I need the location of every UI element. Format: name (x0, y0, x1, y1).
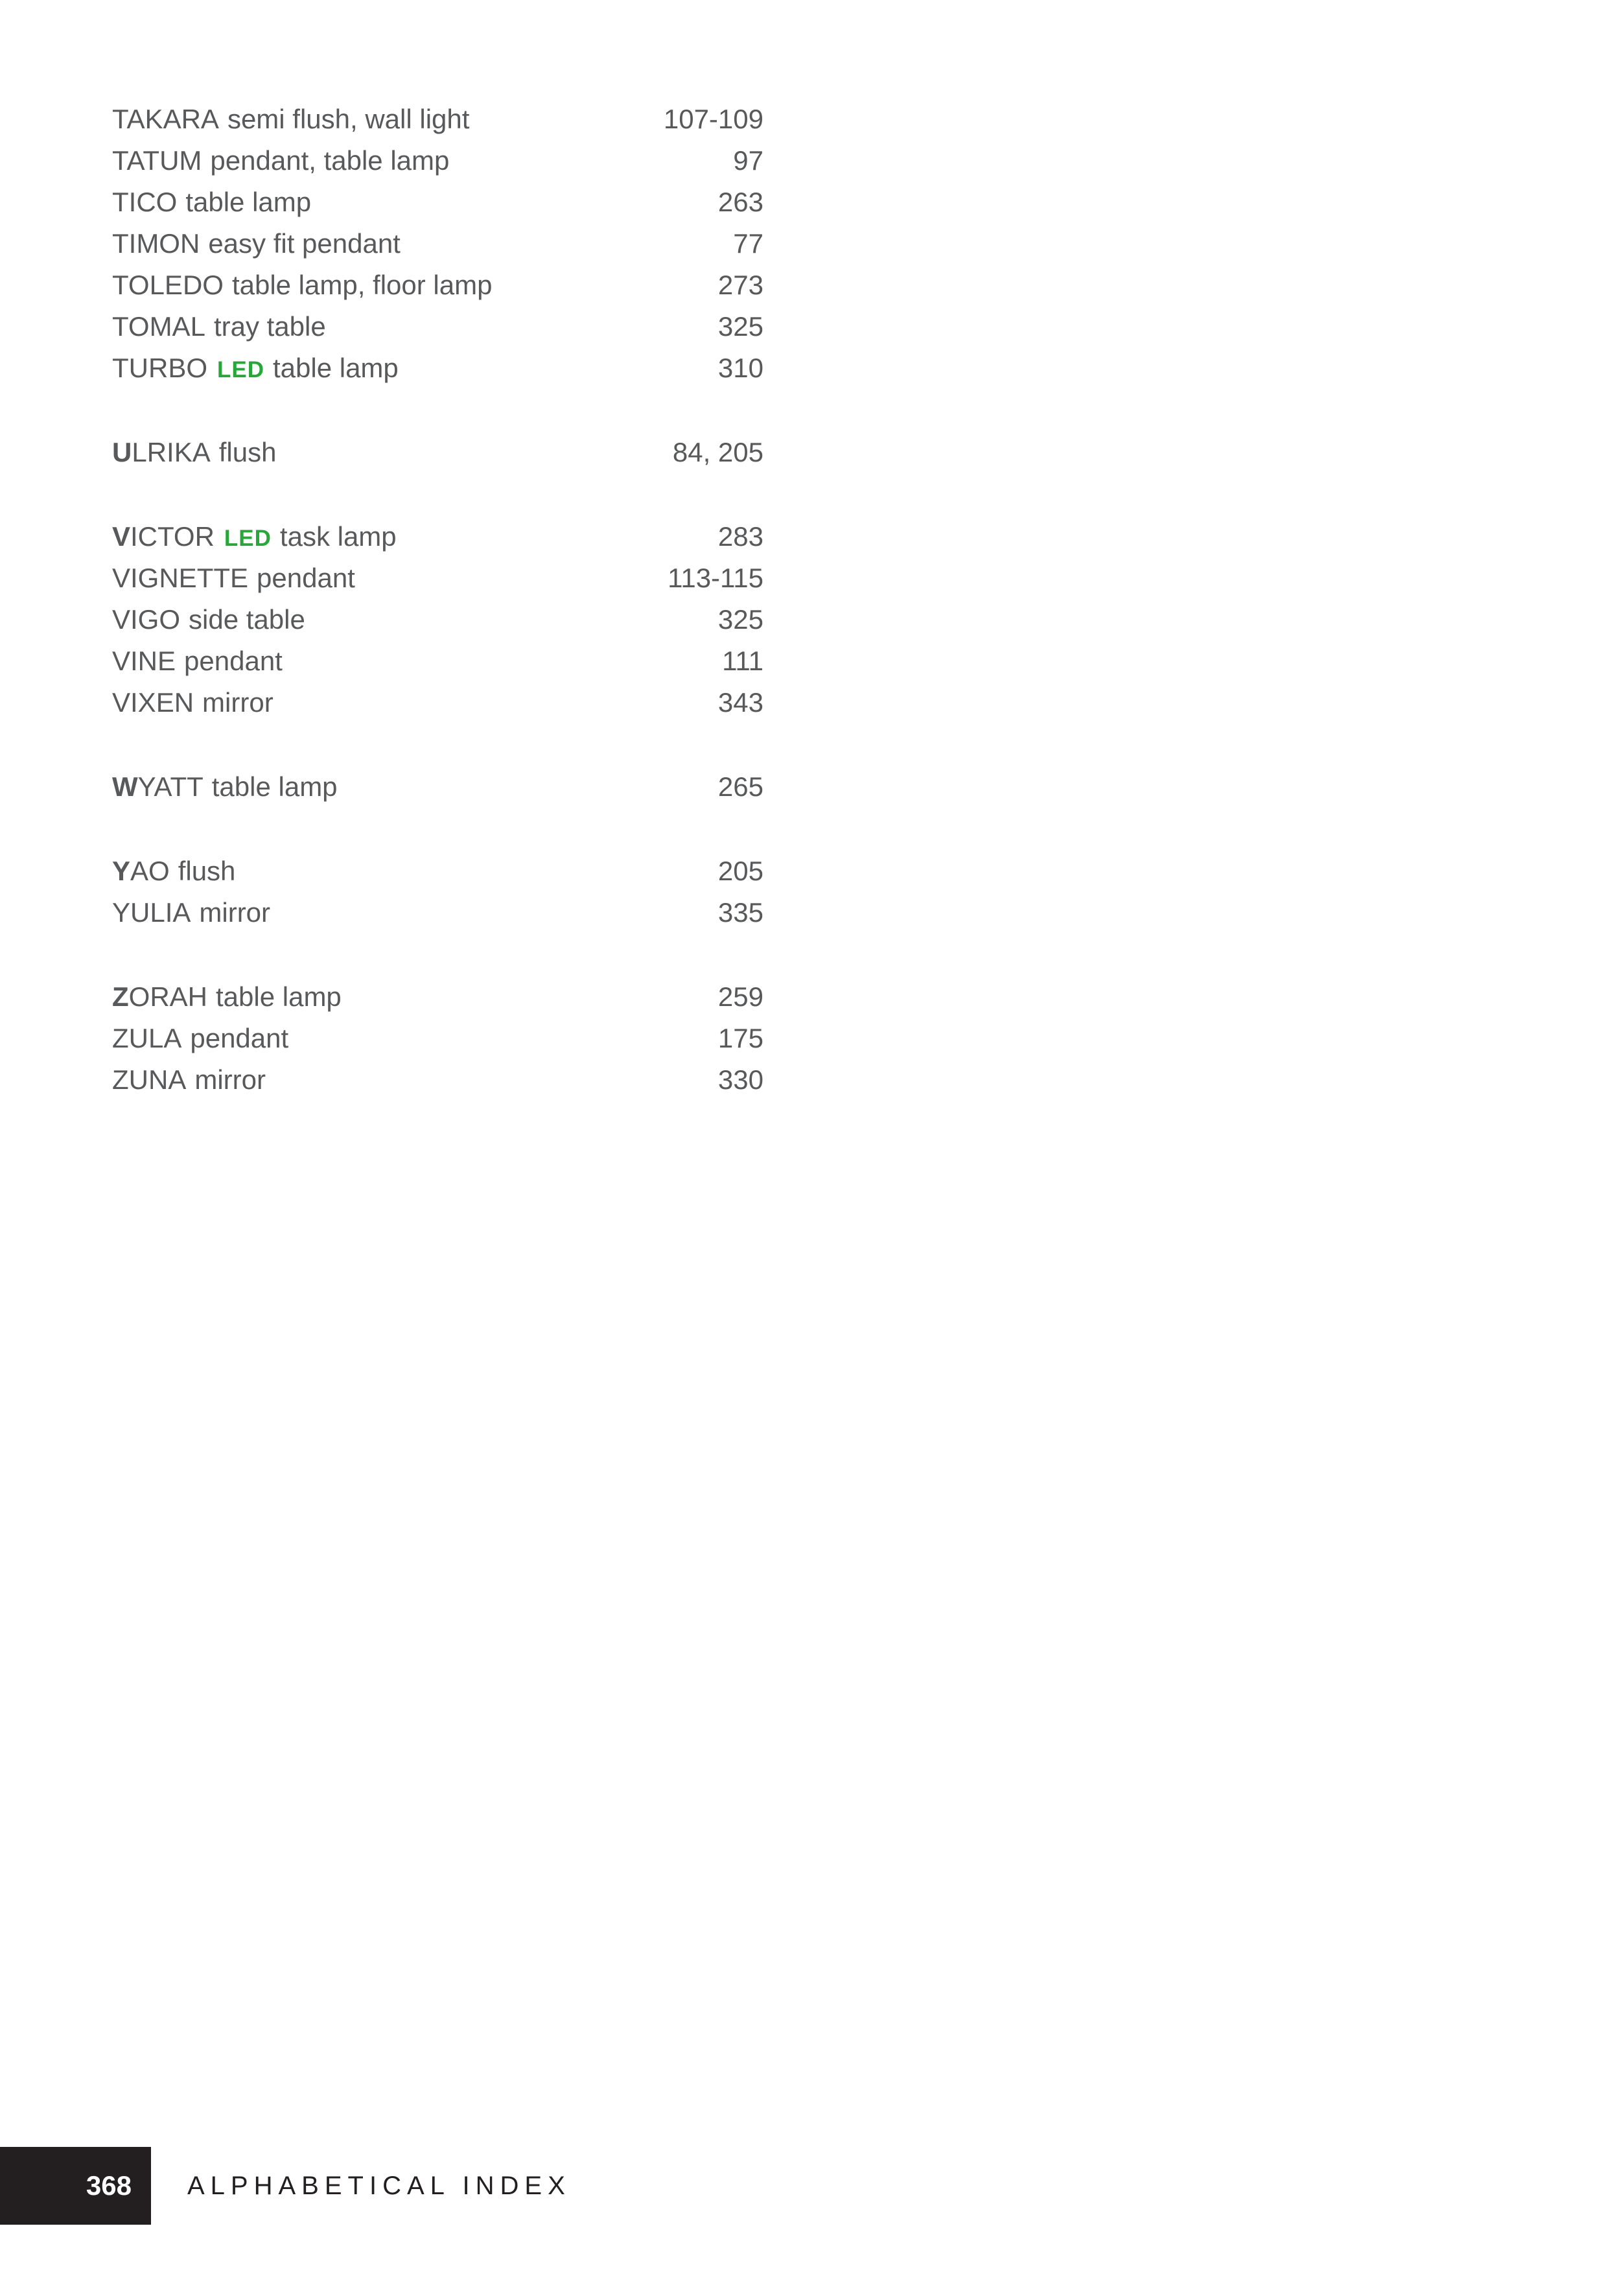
entry-name: TOLEDO (112, 270, 224, 300)
entry-text (112, 306, 326, 347)
entry-page-numbers: 325 (717, 311, 763, 342)
entry-text (112, 432, 276, 473)
entry-name: ORAH (128, 981, 208, 1012)
entry-description: mirror (194, 1064, 266, 1095)
index-entry (112, 223, 763, 264)
index-section (112, 976, 763, 1101)
entry-page-numbers: 175 (717, 1023, 763, 1053)
entry-page-numbers: 273 (717, 270, 763, 300)
entry-description: pendant (190, 1023, 289, 1053)
entry-description: table lamp (273, 353, 399, 383)
entry-text (112, 850, 235, 892)
entry-text (112, 557, 355, 599)
page-number-box (0, 2147, 151, 2225)
entry-text (112, 223, 401, 264)
entry-description: pendant, table lamp (210, 145, 450, 176)
entry-text (112, 1059, 266, 1101)
entry-initial-letter: W (112, 771, 138, 802)
index-entry (112, 432, 763, 473)
entry-text (112, 264, 492, 306)
entry-description: mirror (199, 897, 271, 928)
entry-description: pendant (184, 646, 283, 676)
entry-page-numbers: 107-109 (663, 104, 763, 134)
entry-description: tray table (213, 311, 326, 342)
index-entry (112, 640, 763, 682)
entry-text (112, 140, 449, 182)
page-number: 368 (86, 2170, 132, 2201)
index-entry (112, 1018, 763, 1059)
entry-page-numbers: 343 (717, 687, 763, 718)
entry-description: flush (218, 437, 277, 467)
entry-name: VIXEN (112, 687, 194, 718)
entry-name: TOMAL (112, 311, 205, 342)
entry-page-numbers: 263 (717, 187, 763, 217)
index-entry (112, 516, 763, 557)
index-entry (112, 850, 763, 892)
entry-name: TAKARA (112, 104, 219, 134)
index-section (112, 850, 763, 933)
entry-initial-letter: V (112, 521, 131, 552)
index-list (112, 99, 763, 1101)
entry-page-numbers: 205 (717, 856, 763, 886)
entry-name: LRIKA (132, 437, 211, 467)
index-entry (112, 182, 763, 223)
entry-text (112, 976, 342, 1018)
entry-name: YATT (137, 771, 204, 802)
entry-initial-letter: Y (112, 856, 131, 886)
entry-description: table lamp, floor lamp (231, 270, 493, 300)
footer-title: ALPHABETICAL INDEX (187, 2172, 571, 2200)
entry-page-numbers: 84, 205 (672, 437, 763, 467)
entry-name: ZULA (112, 1023, 182, 1053)
page-footer (0, 2147, 1619, 2225)
index-entry (112, 766, 763, 808)
entry-name: VIGNETTE (112, 563, 249, 593)
index-entry (112, 599, 763, 640)
entry-text (112, 99, 469, 140)
entry-description: task lamp (279, 521, 397, 552)
index-entry (112, 347, 763, 389)
entry-name: TIMON (112, 228, 200, 259)
entry-page-numbers: 335 (717, 897, 763, 928)
entry-text (112, 1018, 288, 1059)
entry-text (112, 182, 311, 223)
entry-text (112, 766, 338, 808)
entry-description: table lamp (216, 981, 342, 1012)
index-entry (112, 99, 763, 140)
index-section (112, 99, 763, 389)
entry-name: AO (130, 856, 170, 886)
index-entry (112, 557, 763, 599)
entry-name: VIGO (112, 604, 181, 635)
led-badge: LED (217, 357, 264, 382)
index-entry (112, 264, 763, 306)
entry-description: table lamp (185, 187, 312, 217)
index-entry (112, 1059, 763, 1101)
entry-page-numbers: 265 (717, 771, 763, 802)
entry-page-numbers: 259 (717, 981, 763, 1012)
entry-description: mirror (202, 687, 274, 718)
entry-text (112, 682, 274, 723)
entry-description: easy fit pendant (208, 228, 401, 259)
index-entry (112, 140, 763, 182)
entry-page-numbers: 111 (722, 646, 763, 676)
entry-name: YULIA (112, 897, 191, 928)
entry-text (112, 599, 305, 640)
entry-page-numbers: 325 (717, 604, 763, 635)
entry-initial-letter: Z (112, 981, 129, 1012)
entry-name: TURBO (112, 353, 207, 383)
led-badge: LED (224, 526, 272, 551)
entry-name: ZUNA (112, 1064, 187, 1095)
entry-page-numbers: 97 (733, 145, 763, 176)
entry-text (112, 347, 399, 391)
index-entry (112, 682, 763, 723)
entry-description: pendant (257, 563, 355, 593)
entry-description: table lamp (211, 771, 338, 802)
index-section (112, 516, 763, 723)
entry-page-numbers: 113-115 (668, 563, 763, 593)
entry-initial-letter: U (112, 437, 132, 467)
entry-text (112, 892, 270, 933)
entry-page-numbers: 310 (717, 353, 763, 383)
entry-text (112, 640, 283, 682)
index-section (112, 766, 763, 808)
entry-page-numbers: 77 (733, 228, 763, 259)
entry-page-numbers: 283 (717, 521, 763, 552)
entry-name: VINE (112, 646, 176, 676)
entry-name: TICO (112, 187, 178, 217)
entry-name: TATUM (112, 145, 202, 176)
index-entry (112, 976, 763, 1018)
entry-description: side table (189, 604, 305, 635)
entry-name: ICTOR (130, 521, 215, 552)
entry-description: semi flush, wall light (227, 104, 470, 134)
index-entry (112, 306, 763, 347)
entry-page-numbers: 330 (717, 1064, 763, 1095)
entry-description: flush (178, 856, 236, 886)
index-entry (112, 892, 763, 933)
entry-text (112, 516, 397, 559)
index-section (112, 432, 763, 473)
